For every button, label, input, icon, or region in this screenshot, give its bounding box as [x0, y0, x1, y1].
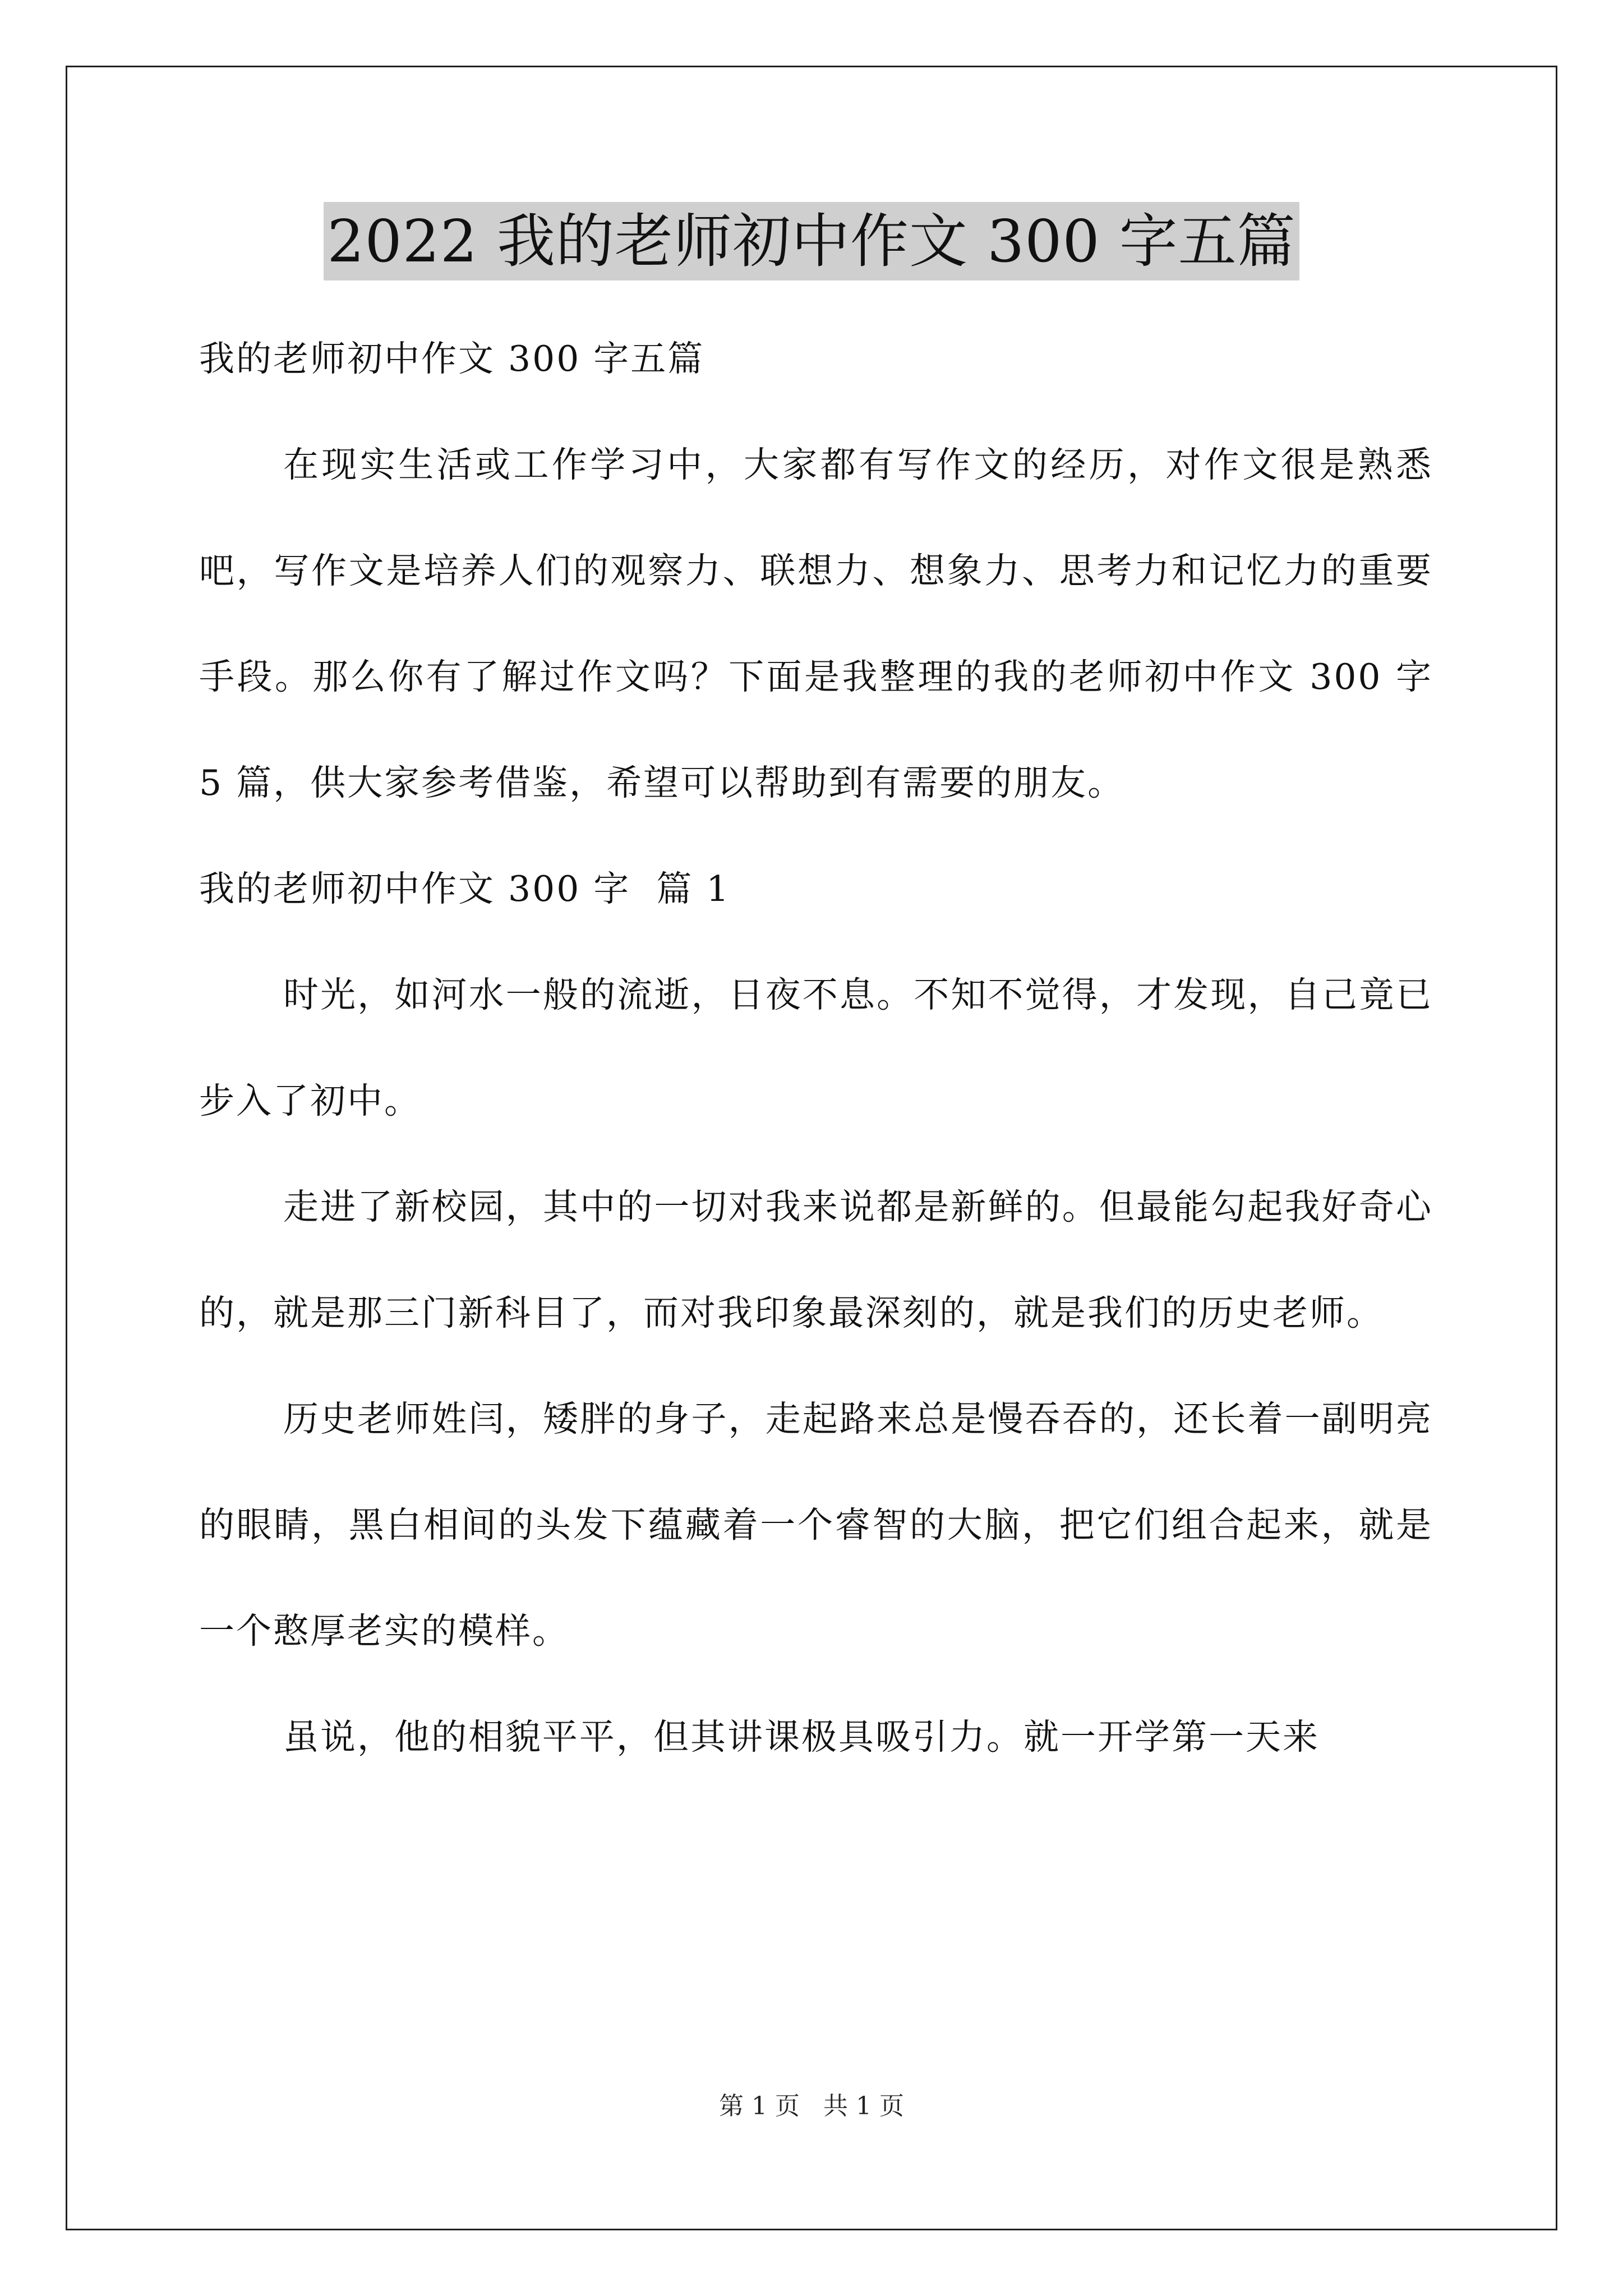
- document-title: 2022 我的老师初中作文 300 字五篇: [324, 202, 1299, 280]
- document-body: [199, 306, 1433, 1790]
- body-paragraph: 时光，如河水一般的流逝，日夜不息。不知不觉得，才发现，自己竟已步入了初中。: [199, 974, 1433, 1121]
- title-container: [0, 202, 1623, 280]
- page-footer: 第 1 页 共 1 页: [719, 2092, 904, 2120]
- body-paragraph: 历史老师姓闫，矮胖的身子，走起路来总是慢吞吞的，还长着一副明亮的眼睛，黑白相间的头发下蕴藏着一个睿智的大脑，把它们组合起来，就是一个憨厚老实的模样。: [199, 1398, 1433, 1651]
- body-paragraph: 虽说，他的相貌平平，但其讲课极具吸引力。就一开学第一天来: [283, 1717, 1320, 1757]
- document-subtitle: 我的老师初中作文 300 字五篇: [199, 338, 705, 379]
- intro-paragraph: 在现实生活或工作学习中，大家都有写作文的经历，对作文很是熟悉吧，写作文是培养人们的观察力、联想力、想象力、思考力和记忆力的重要手段。那么你有了解过作文吗？下面是我整理的我的老师初中作文 300 字 5 篇，供大家参考借鉴，希望可以帮助到有需要的朋友。: [199, 444, 1433, 803]
- body-paragraph: 走进了新校园，其中的一切对我来说都是新鲜的。但最能勾起我好奇心的，就是那三门新科目了，而对我印象最深刻的，就是我们的历史老师。: [199, 1186, 1433, 1333]
- section-heading: 我的老师初中作文 300 字 篇 1: [199, 868, 731, 909]
